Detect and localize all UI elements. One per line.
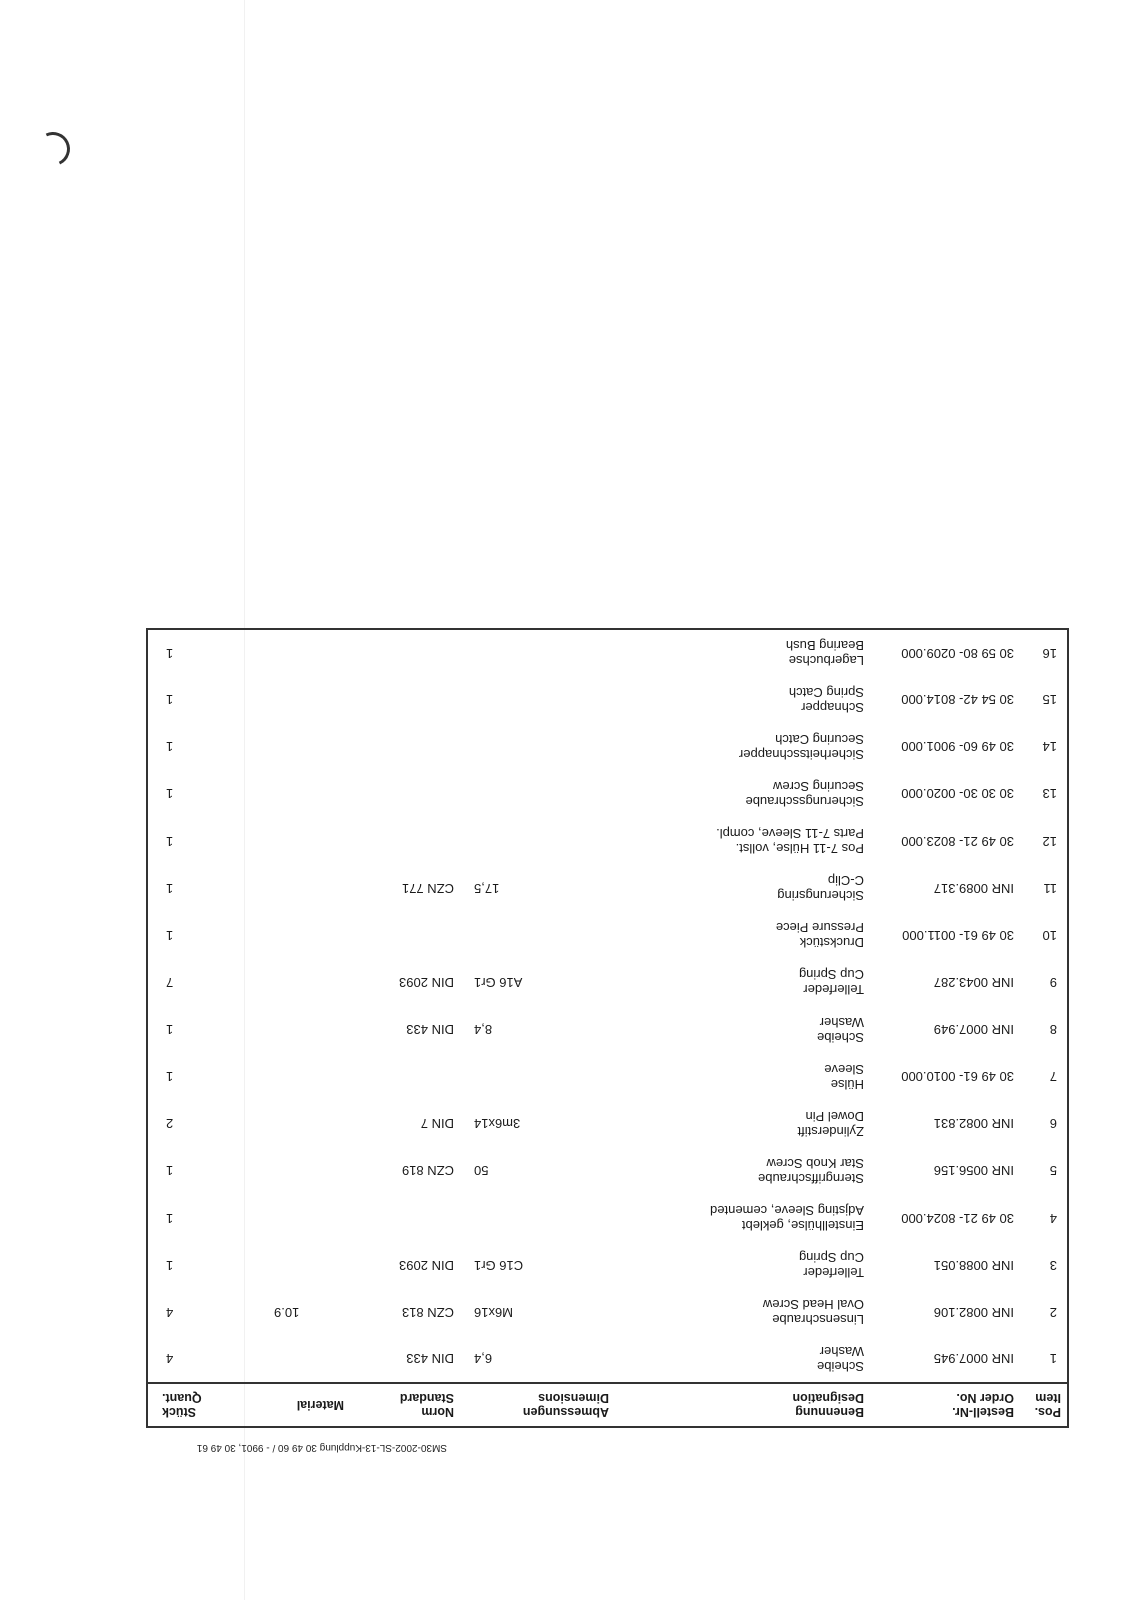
cell-standard: [350, 629, 460, 676]
cell-designation: [615, 1100, 870, 1147]
designation-english: Securing Catch: [775, 731, 864, 747]
cell-quantity: 1: [166, 1022, 174, 1038]
designation-english: Pressure Piece: [775, 920, 864, 936]
designation-english: Cup Spring: [798, 1250, 864, 1266]
cell-designation: [615, 1195, 870, 1242]
header-pos: Pos. Item: [1020, 1383, 1068, 1427]
cell-standard: CZN 813: [401, 1304, 454, 1320]
cell-pos: 16: [1042, 645, 1057, 661]
cell-material: [260, 723, 350, 770]
cell-standard: [350, 676, 460, 723]
table-row: [147, 723, 1068, 770]
cell-standard: [350, 912, 460, 959]
cell-dimensions: [460, 676, 615, 723]
cell-material: [260, 865, 350, 912]
table-row: [147, 676, 1068, 723]
cell-material: [260, 912, 350, 959]
designation-english: Bearing Bush: [785, 638, 864, 654]
cell-designation: [615, 1053, 870, 1100]
designation-english: Adjsting Sleeve, cemented: [710, 1203, 864, 1219]
cell-standard: [350, 1195, 460, 1242]
cell-pos: 14: [1042, 739, 1057, 755]
cell-order-no: 30 49 21- 8024.000: [901, 1210, 1014, 1226]
cell-pos: 6: [1049, 1116, 1057, 1132]
cell-pos: 2: [1049, 1304, 1057, 1320]
table-header-row: [147, 1383, 1068, 1427]
header-material: Material: [260, 1383, 350, 1427]
parts-list-body: [147, 629, 1068, 1383]
designation-english: Securing Screw: [772, 778, 864, 794]
cell-material: [260, 818, 350, 865]
designation-english: Oval Head Screw: [762, 1297, 864, 1313]
cell-order-no: 30 49 61- 0010.000: [901, 1069, 1014, 1085]
cell-designation: [615, 818, 870, 865]
designation-german: Tellerfeder: [803, 1265, 864, 1281]
document-reference: SM30-2002-SL-13-Kupplung 30 49 60 / - 9901, 30 49 61: [196, 1442, 447, 1453]
cell-standard: CZN 771: [401, 880, 454, 896]
cell-designation: [615, 959, 870, 1006]
cell-standard: DIN 7: [420, 1116, 454, 1132]
cell-pos: 3: [1049, 1257, 1057, 1273]
designation-english: Washer: [819, 1014, 864, 1030]
header-standard: Norm Standard: [350, 1383, 460, 1427]
cell-dimensions: [460, 629, 615, 676]
cell-standard: DIN 433: [406, 1351, 454, 1367]
cell-standard: [350, 723, 460, 770]
cell-dimensions: 6,4: [474, 1351, 493, 1367]
cell-order-no: INR 0007.949: [933, 1022, 1014, 1038]
table-row: [147, 1289, 1068, 1336]
cell-order-no: INR 0088.051: [933, 1257, 1014, 1273]
cell-order-no: INR 0082.106: [933, 1304, 1014, 1320]
cell-material: 10.9: [274, 1304, 300, 1320]
cell-material: [260, 1147, 350, 1194]
cell-dimensions: A16 Gr1: [474, 974, 523, 990]
cell-quantity: 1: [166, 692, 174, 708]
cell-pos: 15: [1042, 692, 1057, 708]
designation-german: Tellerfeder: [803, 982, 864, 998]
designation-german: Sicherheitsschnapper: [738, 746, 864, 762]
cell-pos: 8: [1049, 1022, 1057, 1038]
table-row: [147, 1006, 1068, 1053]
table-row: [147, 959, 1068, 1006]
cell-standard: DIN 433: [406, 1022, 454, 1038]
cell-order-no: 30 49 60- 9001.000: [901, 739, 1014, 755]
cell-pos: 1: [1049, 1351, 1057, 1367]
designation-english: Sleeve: [824, 1061, 864, 1077]
designation-german: Schnapper: [801, 699, 864, 715]
cell-dimensions: [460, 818, 615, 865]
designation-german: Linsenschraube: [772, 1312, 864, 1328]
cell-dimensions: [460, 1195, 615, 1242]
cell-order-no: 30 59 80- 0209.000: [901, 645, 1014, 661]
designation-english: Spring Catch: [788, 684, 864, 700]
cell-designation: [615, 1336, 870, 1383]
cell-dimensions: [460, 1053, 615, 1100]
cell-dimensions: 50: [474, 1163, 489, 1179]
designation-german: Scheibe: [817, 1029, 864, 1045]
cell-order-no: 30 49 61- 0011.000: [902, 927, 1014, 943]
cell-order-no: INR 0089.317: [933, 880, 1014, 896]
cell-material: [260, 959, 350, 1006]
designation-german: Sicherungsschraube: [745, 793, 864, 809]
cell-quantity: 1: [166, 927, 174, 943]
parts-list-table: [146, 628, 1069, 1428]
parts-list-sheet: [148, 628, 1069, 1453]
cell-designation: [615, 912, 870, 959]
cell-quantity: 1: [166, 1210, 174, 1226]
table-row: [147, 912, 1068, 959]
designation-english: Cup Spring: [798, 967, 864, 983]
header-dimensions: Abmessungen Dimensions: [460, 1383, 615, 1427]
table-row: [147, 629, 1068, 676]
cell-dimensions: M6x16: [474, 1304, 514, 1320]
cell-pos: 13: [1042, 786, 1057, 802]
designation-english: Washer: [819, 1343, 864, 1359]
cell-pos: 12: [1042, 833, 1057, 849]
cell-material: [260, 1195, 350, 1242]
cell-designation: [615, 676, 870, 723]
cell-standard: DIN 2093: [399, 974, 454, 990]
cell-order-no: 30 30 30- 0020.000: [901, 786, 1014, 802]
table-row: [147, 1195, 1068, 1242]
designation-german: Hülse: [830, 1076, 864, 1092]
cell-material: [260, 1336, 350, 1383]
cell-order-no: 30 49 21- 8023.000: [901, 833, 1014, 849]
header-order-no: Bestell-Nr. Order No.: [870, 1383, 1020, 1427]
cell-quantity: 1: [166, 739, 174, 755]
table-row: [147, 1242, 1068, 1289]
cell-quantity: 1: [166, 786, 174, 802]
cell-dimensions: [460, 912, 615, 959]
cell-pos: 9: [1049, 974, 1057, 990]
cell-order-no: INR 0043.287: [933, 974, 1014, 990]
cell-pos: 7: [1049, 1069, 1057, 1085]
designation-german: Sicherungsring: [777, 888, 864, 904]
cell-pos: 10: [1042, 927, 1057, 943]
table-row: [147, 1053, 1068, 1100]
cell-pos: 11: [1043, 880, 1057, 896]
designation-english: Parts 7-11 Sleeve, compl.: [716, 826, 864, 842]
designation-german: Druckstück: [799, 935, 864, 951]
cell-quantity: 1: [166, 1163, 174, 1179]
cell-material: [260, 1100, 350, 1147]
table-row: [147, 1147, 1068, 1194]
cell-quantity: 1: [166, 645, 174, 661]
cell-designation: [615, 629, 870, 676]
cell-quantity: 1: [166, 880, 174, 896]
designation-german: Pos 7-11 Hülse, vollst.: [735, 841, 864, 857]
cell-quantity: 2: [166, 1116, 174, 1132]
cell-material: [260, 1006, 350, 1053]
punch-hole-mark: [31, 127, 75, 171]
designation-english: Star Knob Screw: [766, 1155, 864, 1171]
cell-designation: [615, 723, 870, 770]
cell-dimensions: [460, 723, 615, 770]
designation-english: C-Clip: [827, 873, 864, 889]
cell-dimensions: 8,4: [474, 1022, 493, 1038]
cell-dimensions: 17,5: [474, 880, 500, 896]
cell-order-no: INR 0056.156: [933, 1163, 1014, 1179]
cell-order-no: 30 54 42- 8014.000: [901, 692, 1014, 708]
designation-german: Scheibe: [817, 1358, 864, 1374]
cell-designation: [615, 1006, 870, 1053]
table-row: [147, 865, 1068, 912]
table-row: [147, 818, 1068, 865]
table-row: [147, 770, 1068, 817]
cell-pos: 5: [1049, 1163, 1057, 1179]
cell-designation: [615, 1289, 870, 1336]
cell-standard: CZN 819: [401, 1163, 454, 1179]
cell-quantity: 7: [166, 974, 174, 990]
cell-standard: [350, 1053, 460, 1100]
cell-quantity: 1: [166, 833, 174, 849]
cell-dimensions: C16 Gr1: [474, 1257, 524, 1273]
designation-german: Sterngriffschraube: [758, 1170, 864, 1186]
table-row: [147, 1100, 1068, 1147]
designation-german: Lagerbuchse: [788, 653, 864, 669]
header-designation: Benennung Designation: [615, 1383, 870, 1427]
cell-quantity: 4: [166, 1351, 174, 1367]
cell-material: [260, 1242, 350, 1289]
cell-material: [260, 770, 350, 817]
cell-dimensions: [460, 770, 615, 817]
cell-quantity: 1: [166, 1257, 174, 1273]
cell-standard: [350, 770, 460, 817]
cell-material: [260, 629, 350, 676]
designation-english: Dowel Pin: [805, 1108, 864, 1124]
cell-designation: [615, 1242, 870, 1289]
table-row: [147, 1336, 1068, 1383]
cell-standard: [350, 818, 460, 865]
designation-german: Einstellhülse, geklebt: [741, 1218, 864, 1234]
cell-dimensions: 3m6x14: [474, 1116, 521, 1132]
header-quantity: Stück Quant.: [147, 1383, 260, 1427]
cell-designation: [615, 1147, 870, 1194]
cell-standard: DIN 2093: [399, 1257, 454, 1273]
cell-pos: 4: [1049, 1210, 1057, 1226]
cell-order-no: INR 0007.945: [933, 1351, 1014, 1367]
cell-material: [260, 1053, 350, 1100]
designation-german: Zylinderstift: [797, 1123, 864, 1139]
cell-material: [260, 676, 350, 723]
cell-designation: [615, 770, 870, 817]
cell-quantity: 1: [166, 1069, 174, 1085]
cell-designation: [615, 865, 870, 912]
cell-order-no: INR 0082.831: [933, 1116, 1014, 1132]
cell-quantity: 4: [166, 1304, 174, 1320]
